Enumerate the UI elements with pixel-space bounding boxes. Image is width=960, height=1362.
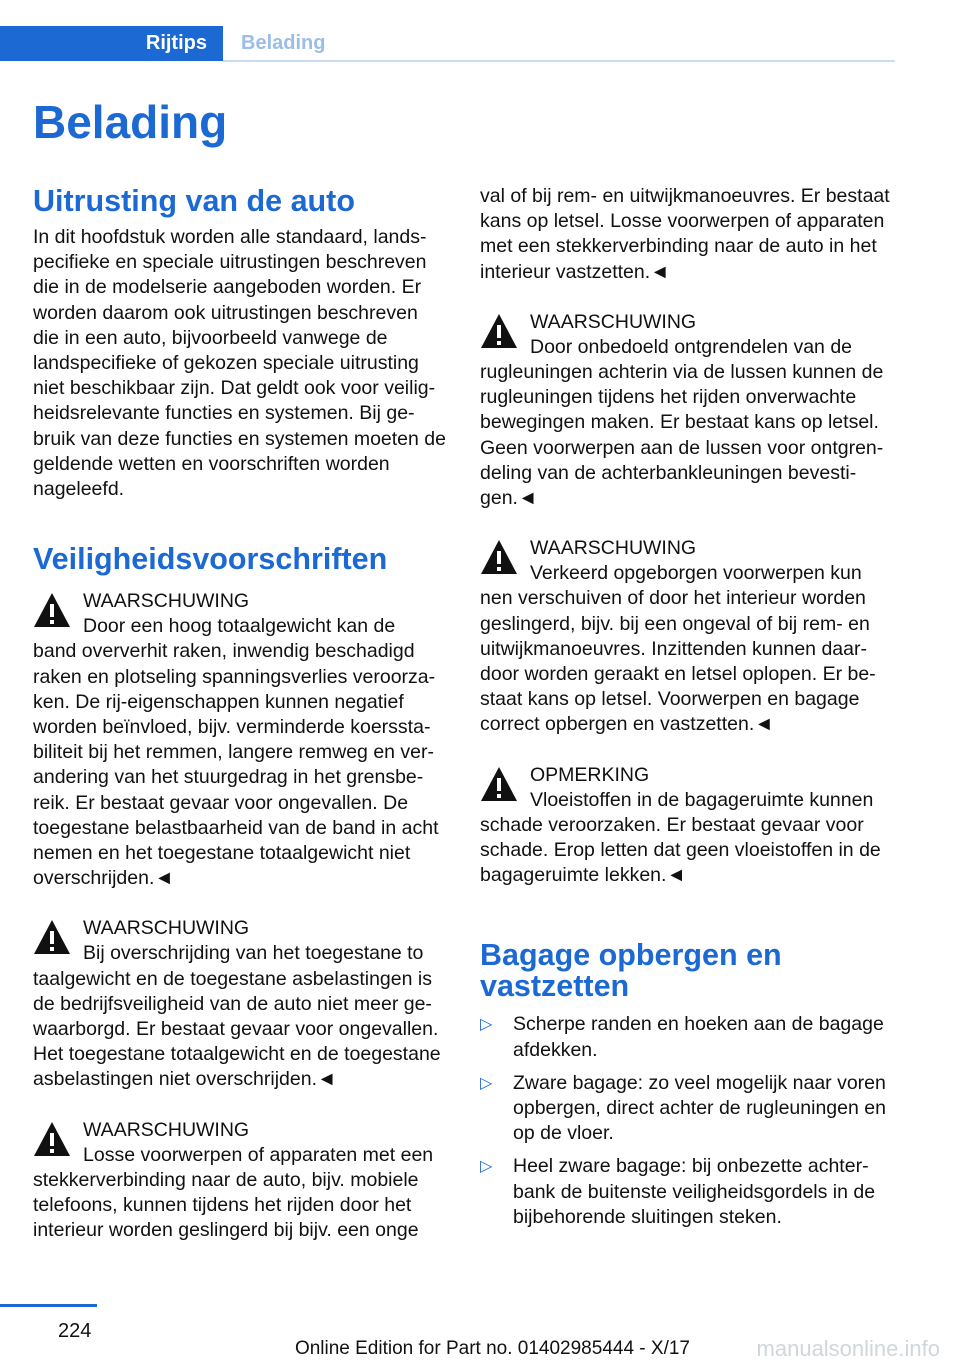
tab-belading[interactable]: Belading bbox=[241, 32, 326, 54]
continuation-text: val of bij rem- en uitwijkmanoeuvres. Er bestaat kans op letsel. Losse voorwerpen of apparaten met een stekkerverbinding naar de auto in het interieur vastzetten.◄ bbox=[480, 185, 890, 283]
warning-text: nen verschuiven of door het interieur worden geslingerd, bijv. bij een ongeval of bij rem- en uitwijkmanoeuvres. Inzittenden kunnen daardoor worden geraakt en letsel oplopen. Er bestaat kans op letsel. Voorwerpen en bagage correct opbergen en vastzetten.◄ bbox=[480, 587, 876, 736]
warning-triangle-icon bbox=[480, 766, 518, 802]
tab-rijtips[interactable]: Rijtips bbox=[0, 26, 223, 61]
warning-text: band oververhit raken, inwendig beschadigd raken en plotseling spanningsverlies veroorzaken. De rij-eigenschappen kunnen negatief worden beïnvloed, bijv. verminderde koersstabiliteit bij het remmen, langere remweg en verandering van het stuurgedrag in het grensbereik. Er bestaat gevaar voor ongevallen. De toegestane belastbaarheid van de band in acht nemen en het toegestane totaalgewicht niet overschrijden.◄ bbox=[33, 640, 439, 890]
page-number: 224 bbox=[58, 1320, 92, 1342]
warning-triangle-icon bbox=[480, 313, 518, 349]
warning-first-line: Door onbedoeld ontgrendelen van de bbox=[530, 335, 853, 358]
warning-label: WAARSCHUWING bbox=[83, 590, 250, 613]
paragraph-uitrusting: In dit hoofdstuk worden alle standaard, landspecifieke en speciale uitrustingen beschreven die in de modelserie aangeboden worden. Er worden daarom ook uitrustingen beschreven die in een auto, bijvoorbeeld vanwege de landspecifieke of gekozen speciale uitrusting niet beschikbaar zijn. Dat geldt ook voor veiligheidsrelevante functies en systemen. Bij gebruik van deze functies en systemen moeten de geldende wetten en voorschriften worden nageleefd. bbox=[33, 226, 446, 501]
warning-triangle-icon bbox=[480, 539, 518, 575]
note-block bbox=[480, 762, 893, 889]
warning-block bbox=[33, 1117, 446, 1244]
warning-triangle-icon bbox=[33, 919, 71, 955]
heading-uitrusting: Uitrusting van de auto bbox=[33, 184, 355, 218]
triangle-bullet-icon: ▷ bbox=[480, 1016, 493, 1034]
triangle-bullet-icon: ▷ bbox=[480, 1074, 493, 1092]
note-first-line: Vloeistoffen in de bagageruimte kunnen bbox=[530, 788, 874, 811]
note-label: OPMERKING bbox=[530, 763, 650, 786]
warning-first-line: Bij overschrijding van het toegestane to bbox=[83, 942, 424, 965]
list-item: ▷ Zware bagage: zo veel mogelijk naar voren opbergen, direct achter de rugleuningen en op de vloer. bbox=[480, 1071, 886, 1145]
warning-block bbox=[33, 588, 446, 891]
edition-text: Online Edition for Part no. 01402985444 - X/17 bbox=[294, 1338, 690, 1359]
warning-first-line: Losse voorwerpen of apparaten met een bbox=[83, 1143, 434, 1166]
watermark: manualsonline.info bbox=[756, 1336, 940, 1361]
warning-label: WAARSCHUWING bbox=[530, 537, 697, 560]
heading-veiligheid: Veiligheidsvoorschriften bbox=[33, 542, 388, 577]
warning-label: WAARSCHUWING bbox=[83, 917, 250, 940]
list-item: ▷ Heel zware bagage: bij onbezette achterbank de buitenste veiligheidsgordels in de bijbehorende sluitingen steken. bbox=[480, 1155, 876, 1228]
warning-block bbox=[33, 915, 446, 1092]
warning-block bbox=[480, 309, 893, 511]
left-column bbox=[33, 184, 446, 1244]
warning-first-line: Door een hoog totaalgewicht kan de bbox=[83, 615, 396, 638]
header-bar bbox=[0, 0, 895, 61]
warning-triangle-icon bbox=[33, 1121, 71, 1157]
footer-rule bbox=[0, 1304, 97, 1307]
header-rule bbox=[223, 60, 895, 62]
list-item: ▷ Scherpe randen en hoeken aan de bagage afdekken. bbox=[480, 1013, 884, 1061]
triangle-bullet-icon: ▷ bbox=[480, 1158, 493, 1176]
heading-bagage: Bagage opbergen en vastzetten bbox=[480, 938, 782, 1004]
warning-first-line: Verkeerd opgeborgen voorwerpen kun bbox=[530, 562, 862, 585]
warning-text: rugleuningen achterin via de lussen kunnen de rugleuningen tijdens het rijden onverwachte bewegingen maken. Er bestaat kans op letsel. Geen voorwerpen aan de lussen voor ontgrendeling van de achterbankleuningen bevestigen.◄ bbox=[480, 361, 884, 510]
right-column bbox=[480, 184, 893, 1238]
warning-text: stekkerverbinding naar de auto, bijv. mobiele telefoons, kunnen tijdens het rijden door het interieur worden geslingerd bij bijv. een onge bbox=[33, 1168, 419, 1242]
warning-triangle-icon bbox=[33, 592, 71, 628]
warning-text: taalgewicht en de toegestane asbelastingen is de bedrijfsveiligheid van de auto niet meer gewaarborgd. Er bestaat gevaar voor ongevallen. Het toegestane totaalgewicht en de toegestane asbelastingen niet overschrijden.◄ bbox=[33, 967, 441, 1091]
warning-block bbox=[480, 535, 893, 737]
page-title: Belading bbox=[33, 96, 228, 148]
note-text: schade veroorzaken. Er bestaat gevaar voor schade. Erop letten dat geen vloeistoffen in de bagageruimte lekken.◄ bbox=[480, 813, 881, 887]
warning-label: WAARSCHUWING bbox=[83, 1118, 250, 1141]
warning-label: WAARSCHUWING bbox=[530, 310, 697, 333]
bagage-list bbox=[480, 1012, 893, 1230]
